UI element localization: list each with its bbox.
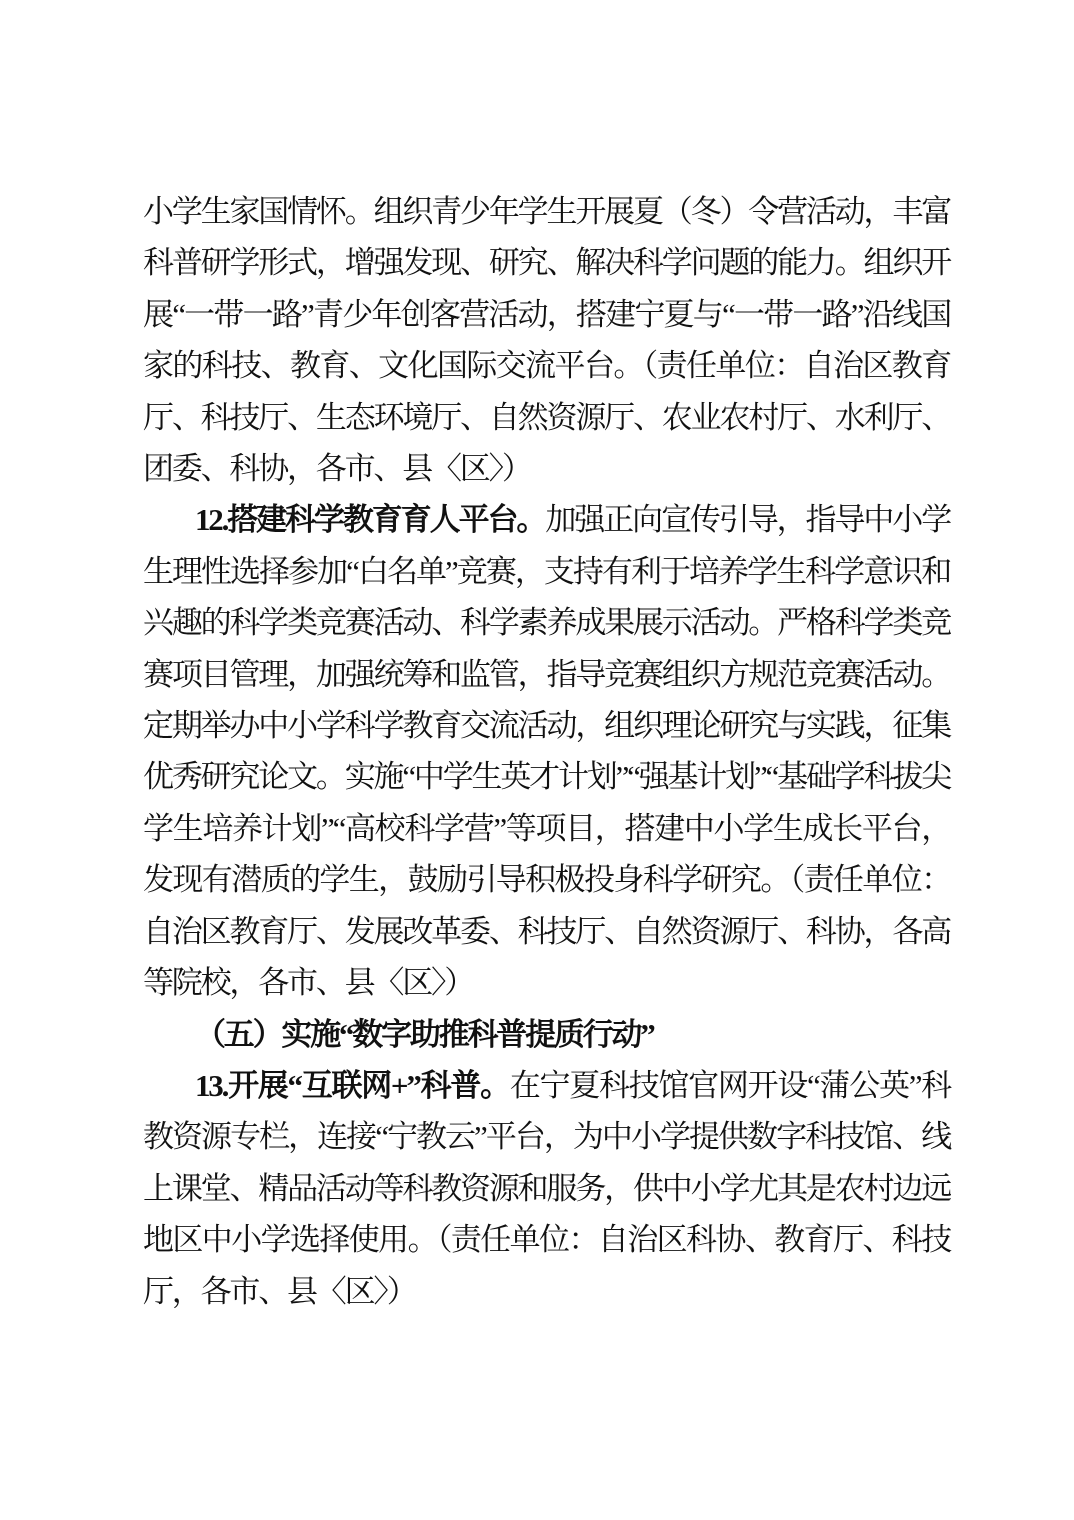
paragraph: [143, 1060, 950, 1317]
text-run: 加强正向宣传引导，指导中小学生理性选择参加“白名单”竞赛，支持有利于培养学生科学意识和兴趣的科学类竞赛活动、科学素养成果展示活动。严格科学类竞赛项目管理，加强统筹和监管，指导竞赛组织方规范竞赛活动。定期举办中小学科学教育交流活动，组织理论研究与实践，征集优秀研究论文。实施“中学生英才计划”“强基计划”“基础学科拔尖学生培养计划”“高校科学营”等项目，搭建中小学生成长平台，发现有潜质的学生，鼓励引导积极投身科学研究。（责任单位：自治区教育厅、发展改革委、科技厅、自然资源厅、科协，各高等院校，各市、县〈区〉）: [143, 502, 951, 1001]
section-heading: [143, 1009, 950, 1060]
bold-text-run: 12.搭建科学教育育人平台。: [195, 502, 546, 538]
bold-text-run: （五）实施“数字助推科普提质行动”: [195, 1016, 654, 1052]
paragraph: [143, 186, 950, 494]
text-run: 在宁夏科技馆官网开设“蒲公英”科教资源专栏，连接“宁教云”平台，为中小学提供数字科技馆、线上课堂、精品活动等科教资源和服务，供中小学尤其是农村边远地区中小学选择使用。（责任单位：自治区科协、教育厅、科技厅，各市、县〈区〉）: [143, 1067, 950, 1309]
paragraph: [143, 494, 950, 1008]
document-body: [143, 186, 950, 1317]
bold-text-run: 13.开展“互联网+”科普。: [195, 1067, 510, 1103]
text-run: 小学生家国情怀。组织青少年学生开展夏（冬）令营活动，丰富科普研学形式，增强发现、研究、解决科学问题的能力。组织开展“一带一路”青少年创客营活动，搭建宁夏与“一带一路”沿线国家的科技、教育、文化国际交流平台。（责任单位：自治区教育厅、科技厅、生态环境厅、自然资源厅、农业农村厅、水利厅、团委、科协，各市、县〈区〉）: [143, 194, 950, 487]
